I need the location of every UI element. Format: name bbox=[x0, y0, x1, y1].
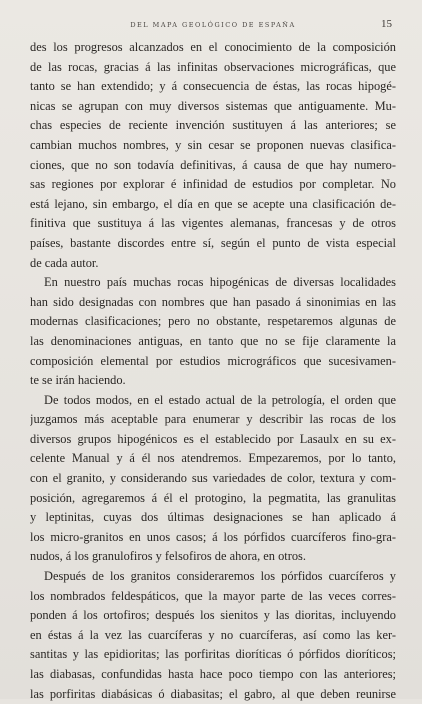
text-line: santitas y las epidioritas; las porfiritas dioríticas ó pórfidos dioríticos; bbox=[30, 647, 396, 662]
text-line: nicas se agrupan con muy diversos sistemas que antiguamente. Mu- bbox=[30, 98, 396, 113]
text-line: nudos, á los granulofiros y felsofiros de ahora, en otros. bbox=[30, 549, 306, 564]
text-line: las diabasas, confundidas hasta hace poco tiempo con las anteriores; bbox=[30, 667, 396, 681]
text-line: De todos modos, en el estado actual de la petrología, el orden que bbox=[44, 392, 396, 407]
text-line: finitiva que sustituya á las vigentes alemanas, francesas y de otros bbox=[30, 216, 396, 231]
running-head bbox=[30, 18, 396, 34]
paragraph bbox=[30, 391, 396, 567]
text-line: posición, agregaremos á él el protogino, la pegmatita, las granulitas bbox=[30, 490, 396, 505]
text-line: celente Manual y á él nos atendremos. Empezaremos, por lo tanto, bbox=[30, 451, 396, 466]
text-line: los nombrados feldespáticos, que la mayor parte de las veces corres- bbox=[30, 588, 396, 603]
page-number: 15 bbox=[381, 18, 392, 30]
text-line: ponden á los ortofiros; después los sienitos y las dioritas, incluyendo bbox=[30, 608, 396, 623]
text-line: sas regiones por explorar é infinidad de estudios por completar. No bbox=[30, 177, 396, 192]
text-line: chas especies de reciente invención sustituyen á las anteriores; se bbox=[30, 118, 396, 133]
text-line: en éstas á la vez las cuarcíferas y no cuarcíferas, así como las ker- bbox=[30, 627, 396, 642]
text-line: de las rocas, gracias á las infinitas observaciones micrográficas, que bbox=[30, 59, 396, 74]
text-line: con el granito, y considerando sus variedades de color, textura y com- bbox=[30, 471, 396, 486]
text-line: los micro-granitos en unos casos; á los pórfidos cuarcíferos fino-gra- bbox=[30, 529, 396, 544]
text-line: ciones, que no son todavía definitivas, á causa de que hay numero- bbox=[30, 157, 396, 172]
text-line: de cada autor. bbox=[30, 255, 99, 270]
text-line: te se irán haciendo. bbox=[30, 373, 126, 388]
text-line: han sido designadas con nombres que han pasado á sinonimias en las bbox=[30, 294, 396, 309]
text-line: las denominaciones antiguas, en tanto que no se fije claramente la bbox=[30, 333, 396, 348]
text-line: países, bastante discordes entre sí, según el punto de vista especial bbox=[30, 235, 396, 250]
text-line: des los progresos alcanzados en el conocimiento de la composición bbox=[30, 40, 396, 54]
text-line: Después de los granitos consideraremos los pórfidos cuarcíferos y bbox=[44, 569, 396, 584]
text-line: cambian muchos nombres, y sin cesar se proponen nuevas clasifica- bbox=[30, 137, 396, 152]
text-line: composición elemental por estudios micrográficos que sucesivamen- bbox=[30, 353, 396, 368]
paragraph bbox=[30, 273, 396, 391]
text-line: En nuestro país muchas rocas hipogénicas de diversas localidades bbox=[44, 275, 396, 290]
text-line: diversos grupos hipogénicos es el establecido por Lasaulx en su ex- bbox=[30, 431, 396, 446]
text-line: tanto se han extendido; y á consecuencia de éstas, las rocas hipogé- bbox=[30, 79, 396, 94]
text-line: modernas clasificaciones; pero no obstante, respetaremos algunas de bbox=[30, 314, 396, 329]
text-line: y leptinitas, cuyas dos últimas designaciones se han aplicado á bbox=[30, 510, 396, 525]
text-line: está lejano, sin embargo, el día en que se acepte una clasificación de- bbox=[30, 196, 396, 211]
paragraph bbox=[30, 567, 396, 704]
text-line: juzgamos más aceptable para enumerar y describir las rocas de los bbox=[30, 412, 396, 427]
text-line: las porfiritas diabásicas ó diabasitas; el gabro, al que deben reunirse bbox=[30, 686, 396, 701]
running-title: DEL MAPA GEOLÓGICO DE ESPAÑA bbox=[130, 21, 296, 29]
body-text bbox=[30, 38, 396, 704]
paragraph bbox=[30, 38, 396, 273]
